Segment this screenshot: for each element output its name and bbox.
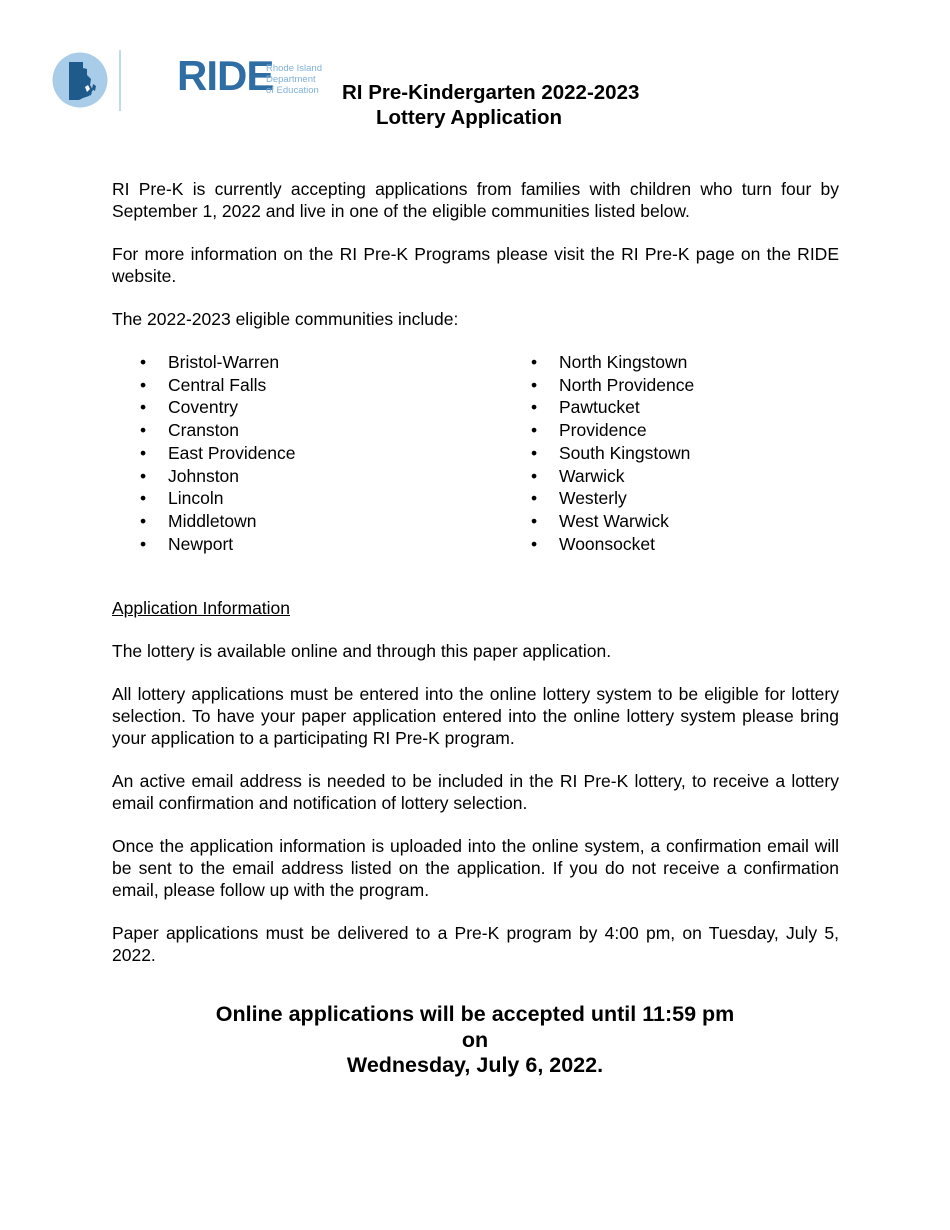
list-item (112, 374, 503, 397)
community-name: Bristol-Warren (168, 352, 280, 372)
intro-paragraph: RI Pre-K is currently accepting applications from families with children who turn four by September 1, 2022 and live in one of the eligible communities listed below. (112, 179, 839, 221)
communities-intro: The 2022-2023 eligible communities include: (112, 309, 459, 329)
deadline-line-2: on (461, 1027, 489, 1052)
list-item (112, 419, 503, 442)
bullet-icon: • (531, 374, 538, 395)
community-name: Cranston (168, 420, 240, 441)
bullet-icon: • (140, 442, 147, 463)
bullet-icon: • (531, 465, 538, 486)
community-name: Newport (168, 533, 234, 554)
bullet-icon: • (531, 533, 538, 554)
list-item (112, 442, 503, 465)
bullet-icon: • (140, 465, 147, 486)
bullet-icon: • (140, 352, 147, 372)
list-item (503, 465, 694, 488)
bullet-icon: • (140, 374, 147, 395)
list-item (503, 419, 694, 442)
bullet-icon: • (531, 352, 538, 372)
communities-list (112, 351, 839, 555)
bullet-icon: • (140, 510, 147, 531)
ride-logo-subtitle (266, 63, 322, 96)
application-information-heading: Application Information (112, 598, 291, 619)
list-item (112, 487, 503, 510)
deadline-line-1: Online applications will be accepted until 11:59 pm (215, 1002, 735, 1026)
list-item (503, 533, 694, 556)
community-name: Johnston (168, 465, 240, 486)
community-name: Middletown (168, 510, 257, 531)
bullet-icon: • (531, 510, 538, 531)
page-title (320, 80, 680, 130)
title-line-1: RI Pre-Kindergarten 2022-2023 (342, 81, 640, 104)
rhode-island-map-icon (52, 47, 172, 113)
bullet-icon: • (140, 420, 147, 441)
email-requirement-paragraph: An active email address is needed to be included in the RI Pre-K lottery, to receive a lottery email confirmation and notification of lottery selection. (112, 771, 839, 814)
title-line-2: Lottery Application (376, 106, 563, 129)
community-name: Lincoln (168, 488, 224, 509)
list-item (503, 351, 694, 374)
bullet-icon: • (531, 488, 538, 509)
community-name: Coventry (168, 397, 239, 418)
bullet-icon: • (531, 442, 538, 463)
community-name: Pawtucket (559, 397, 640, 418)
community-name: South Kingstown (559, 442, 691, 463)
community-name: West Warwick (559, 510, 669, 531)
community-name: Warwick (559, 465, 625, 486)
list-item (503, 374, 694, 397)
list-item (112, 396, 503, 419)
list-item (503, 396, 694, 419)
logo-sub-line: Department (266, 74, 316, 85)
bullet-icon: • (531, 397, 538, 418)
logo-sub-line: of Education (266, 85, 319, 96)
bullet-icon: • (140, 397, 147, 418)
bullet-icon: • (140, 533, 147, 554)
community-name: Westerly (559, 488, 627, 509)
lottery-availability-paragraph: The lottery is available online and through this paper application. (112, 641, 612, 662)
community-name: East Providence (168, 442, 296, 463)
paper-deadline-paragraph: Paper applications must be delivered to a Pre-K program by 4:00 pm, on Tuesday, July 5, 2022. (112, 923, 839, 966)
more-info-paragraph: For more information on the RI Pre-K Programs please visit the RI Pre-K page on the RIDE website. (112, 244, 839, 286)
list-item (112, 533, 503, 556)
list-item (112, 510, 503, 533)
list-item (112, 351, 503, 374)
communities-right-column (503, 351, 694, 555)
bullet-icon: • (531, 420, 538, 441)
online-deadline-notice (0, 1002, 950, 1079)
deadline-line-3: Wednesday, July 6, 2022. (346, 1053, 604, 1077)
online-entry-paragraph: All lottery applications must be entered into the online lottery system to be eligible for lottery selection. To have your paper application entered into the online lottery system please bring your application to a participating RI Pre-K program. (112, 684, 839, 749)
confirmation-email-paragraph: Once the application information is uploaded into the online system, a confirmation email will be sent to the email address listed on the application. If you do not receive a confirmation email, please follow up with the program. (112, 836, 839, 901)
list-item (503, 442, 694, 465)
community-name: Providence (559, 420, 647, 441)
community-name: North Kingstown (559, 352, 688, 372)
document-body (112, 178, 839, 987)
list-item (503, 510, 694, 533)
community-name: Woonsocket (559, 533, 655, 554)
ride-logo-wordmark: RIDE (177, 52, 274, 99)
logo-sub-line: Rhode Island (266, 63, 322, 74)
communities-left-column (112, 351, 503, 555)
bullet-icon: • (140, 488, 147, 509)
community-name: Central Falls (168, 374, 267, 395)
list-item (503, 487, 694, 510)
ride-logo (52, 47, 322, 113)
list-item (112, 465, 503, 488)
community-name: North Providence (559, 374, 695, 395)
